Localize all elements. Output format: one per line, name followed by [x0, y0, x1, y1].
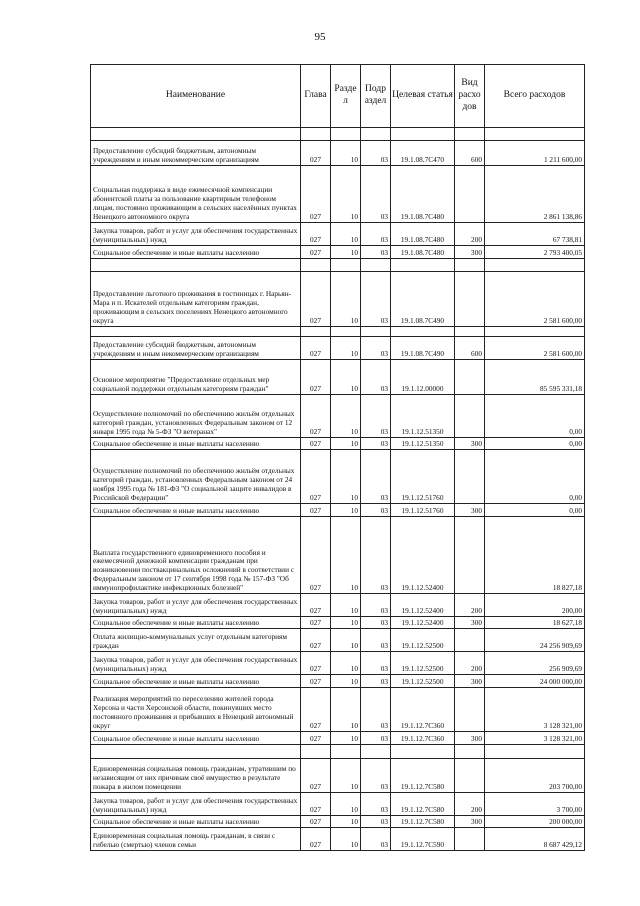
- cell-total: 18 827,18: [485, 517, 585, 594]
- cell-chapter: 027: [301, 759, 331, 793]
- cell-total: 24 000 000,00: [485, 675, 585, 688]
- cell-total: 3 128 321,00: [485, 688, 585, 732]
- cell-section: 10: [331, 438, 361, 450]
- cell-target: 19.1.12.52500: [391, 652, 455, 675]
- cell-subsection: 03: [361, 652, 391, 675]
- cell-chapter: [301, 745, 331, 759]
- cell-name: Социальное обеспечение и иные выплаты населению: [91, 246, 301, 259]
- cell-subsection: 03: [361, 688, 391, 732]
- cell-total: 3 700,00: [485, 793, 585, 816]
- table-row: [91, 594, 585, 617]
- cell-type: 300: [455, 816, 485, 828]
- cell-subsection: 03: [361, 816, 391, 828]
- cell-total: 2 581 600,00: [485, 337, 585, 360]
- cell-target: 19.1.08.7С490: [391, 337, 455, 360]
- cell-section: 10: [331, 246, 361, 259]
- cell-chapter: 027: [301, 166, 331, 223]
- cell-total: 200,00: [485, 594, 585, 617]
- cell-section: [331, 259, 361, 272]
- cell-subsection: 03: [361, 223, 391, 246]
- header-chapter: Глава: [301, 65, 331, 128]
- cell-name: Оплата жилищно-коммунальных услуг отдельным категориям граждан: [91, 629, 301, 652]
- cell-chapter: 027: [301, 816, 331, 828]
- header-target: Целевая статья: [391, 65, 455, 128]
- table-row: [91, 629, 585, 652]
- cell-total: 2 861 138,86: [485, 166, 585, 223]
- cell-chapter: 027: [301, 629, 331, 652]
- cell-name: Выплата государственного единовременного пособия и ежемесячной денежной компенсации гражданам при возникновении поствакцинальных осложнений в соответствии с Федеральным законом от 17 сентября 1998 года № 157-ФЗ "Об иммунопрофилактике инфекционных болезней": [91, 517, 301, 594]
- cell-subsection: 03: [361, 617, 391, 629]
- cell-section: [331, 745, 361, 759]
- cell-total: 8 687 429,12: [485, 828, 585, 851]
- table-header-row: [91, 65, 585, 128]
- cell-target: 19.1.12.52400: [391, 517, 455, 594]
- cell-chapter: [301, 327, 331, 337]
- cell-name: Социальное обеспечение и иные выплаты населению: [91, 438, 301, 450]
- cell-section: 10: [331, 223, 361, 246]
- cell-type: 300: [455, 438, 485, 450]
- table-row: [91, 732, 585, 745]
- cell-chapter: 027: [301, 828, 331, 851]
- table-row: [91, 360, 585, 395]
- cell-chapter: 027: [301, 504, 331, 517]
- cell-target: [391, 745, 455, 759]
- table-row: [91, 327, 585, 337]
- cell-type: [455, 759, 485, 793]
- page-number: 95: [314, 31, 326, 43]
- cell-subsection: [361, 128, 391, 141]
- cell-target: 19.1.08.7С470: [391, 141, 455, 166]
- cell-name: Социальное обеспечение и иные выплаты населению: [91, 732, 301, 745]
- cell-type: [455, 517, 485, 594]
- cell-type: [455, 450, 485, 504]
- table-row: [91, 246, 585, 259]
- cell-total: 24 256 909,69: [485, 629, 585, 652]
- cell-total: [485, 327, 585, 337]
- cell-chapter: 027: [301, 223, 331, 246]
- cell-section: 10: [331, 688, 361, 732]
- cell-section: 10: [331, 504, 361, 517]
- cell-target: 19.1.12.7С580: [391, 793, 455, 816]
- cell-target: [391, 327, 455, 337]
- cell-total: 18 627,18: [485, 617, 585, 629]
- cell-name: Социальное обеспечение и иные выплаты населению: [91, 504, 301, 517]
- cell-name: Предоставление субсидий бюджетным, автономным учреждениям и иным некоммерческим организациям: [91, 337, 301, 360]
- table-row: [91, 166, 585, 223]
- cell-subsection: 03: [361, 246, 391, 259]
- cell-target: 19.1.12.51760: [391, 450, 455, 504]
- table-row: [91, 450, 585, 504]
- cell-chapter: 027: [301, 732, 331, 745]
- cell-subsection: 03: [361, 395, 391, 438]
- cell-name: Закупка товаров, работ и услуг для обеспечения государственных (муниципальных) нужд: [91, 793, 301, 816]
- cell-subsection: 03: [361, 504, 391, 517]
- table-row: [91, 128, 585, 141]
- cell-target: 19.1.12.52400: [391, 594, 455, 617]
- cell-type: 200: [455, 594, 485, 617]
- cell-total: [485, 745, 585, 759]
- cell-target: 19.1.12.52500: [391, 675, 455, 688]
- cell-name: Закупка товаров, работ и услуг для обеспечения государственных (муниципальных) нужд: [91, 652, 301, 675]
- cell-type: [455, 360, 485, 395]
- cell-section: 10: [331, 594, 361, 617]
- cell-name: Осуществление полномочий по обеспечению жильём отдельных категорий граждан, установленных Федеральным законом от 24 ноября 1995 года № 181-ФЗ "О социальной защите инвалидов в Российской Федерации": [91, 450, 301, 504]
- cell-type: [455, 629, 485, 652]
- cell-subsection: 03: [361, 337, 391, 360]
- cell-type: 600: [455, 141, 485, 166]
- table-row: [91, 652, 585, 675]
- cell-type: [455, 688, 485, 732]
- cell-name: Социальная поддержка в виде ежемесячной компенсации абонентской платы за пользование квартирным телефоном лицам, постоянно проживающим в сельских населённых пунктах Ненецкого автономного округа: [91, 166, 301, 223]
- cell-chapter: 027: [301, 141, 331, 166]
- table-row: [91, 759, 585, 793]
- table-row: [91, 438, 585, 450]
- table-row: [91, 141, 585, 166]
- cell-target: 19.1.12.51350: [391, 395, 455, 438]
- cell-type: [455, 259, 485, 272]
- cell-type: 300: [455, 732, 485, 745]
- cell-name: Предоставление субсидий бюджетным, автономным учреждениям и иным некоммерческим организациям: [91, 141, 301, 166]
- cell-name: Единовременная социальная помощь гражданам, в связи с гибелью (смертью) членов семьи: [91, 828, 301, 851]
- cell-section: [331, 327, 361, 337]
- cell-section: 10: [331, 617, 361, 629]
- cell-section: 10: [331, 652, 361, 675]
- cell-section: 10: [331, 337, 361, 360]
- cell-name: Основное мероприятие "Предоставление отдельных мер социальной поддержки отдельным категориям граждан": [91, 360, 301, 395]
- cell-section: 10: [331, 272, 361, 327]
- cell-name: [91, 259, 301, 272]
- cell-target: 19.1.08.7С480: [391, 223, 455, 246]
- cell-chapter: 027: [301, 594, 331, 617]
- cell-total: 67 738,81: [485, 223, 585, 246]
- cell-total: 2 793 400,05: [485, 246, 585, 259]
- cell-total: 2 581 600,00: [485, 272, 585, 327]
- cell-total: 0,00: [485, 438, 585, 450]
- cell-target: 19.1.12.51350: [391, 438, 455, 450]
- cell-total: 85 595 331,18: [485, 360, 585, 395]
- cell-name: Социальное обеспечение и иные выплаты населению: [91, 816, 301, 828]
- cell-section: 10: [331, 816, 361, 828]
- table-row: [91, 675, 585, 688]
- cell-subsection: 03: [361, 828, 391, 851]
- table-row: [91, 517, 585, 594]
- cell-section: 10: [331, 675, 361, 688]
- cell-subsection: 03: [361, 272, 391, 327]
- cell-name: [91, 327, 301, 337]
- cell-name: Закупка товаров, работ и услуг для обеспечения государственных (муниципальных) нужд: [91, 223, 301, 246]
- cell-type: 600: [455, 337, 485, 360]
- cell-target: [391, 128, 455, 141]
- table-row: [91, 793, 585, 816]
- cell-name: Осуществление полномочий по обеспечению жильём отдельных категорий граждан, установленных Федеральным законом от 12 января 1995 года № 5-ФЗ "О ветеранах": [91, 395, 301, 438]
- table-row: [91, 272, 585, 327]
- cell-section: 10: [331, 360, 361, 395]
- cell-chapter: 027: [301, 272, 331, 327]
- cell-type: [455, 327, 485, 337]
- cell-section: 10: [331, 629, 361, 652]
- budget-table: [90, 64, 585, 851]
- cell-chapter: 027: [301, 395, 331, 438]
- table-row: [91, 337, 585, 360]
- cell-type: 300: [455, 675, 485, 688]
- table-row: [91, 617, 585, 629]
- cell-total: 0,00: [485, 450, 585, 504]
- cell-chapter: [301, 128, 331, 141]
- cell-section: 10: [331, 395, 361, 438]
- header-section: Разде л: [331, 65, 361, 128]
- header-subsection: Подр аздел: [361, 65, 391, 128]
- cell-total: 256 909,69: [485, 652, 585, 675]
- cell-chapter: 027: [301, 337, 331, 360]
- cell-chapter: [301, 259, 331, 272]
- cell-type: 300: [455, 617, 485, 629]
- table-row: [91, 816, 585, 828]
- cell-name: Реализация мероприятий по переселению жителей города Херсона и части Херсонской области, покинувших место постоянного проживания и прибывших в Ненецкий автономный округ: [91, 688, 301, 732]
- cell-chapter: 027: [301, 246, 331, 259]
- cell-target: 19.1.12.00000: [391, 360, 455, 395]
- cell-type: 300: [455, 246, 485, 259]
- header-name: Наименование: [91, 65, 301, 128]
- table-body: [91, 128, 585, 851]
- table-row: [91, 688, 585, 732]
- table-row: [91, 828, 585, 851]
- cell-section: 10: [331, 732, 361, 745]
- cell-subsection: 03: [361, 438, 391, 450]
- cell-chapter: 027: [301, 793, 331, 816]
- cell-chapter: 027: [301, 617, 331, 629]
- cell-total: 3 128 321,00: [485, 732, 585, 745]
- cell-subsection: 03: [361, 166, 391, 223]
- cell-total: 1 211 600,00: [485, 141, 585, 166]
- cell-total: 0,00: [485, 395, 585, 438]
- cell-chapter: 027: [301, 675, 331, 688]
- cell-name: [91, 745, 301, 759]
- cell-target: 19.1.12.52500: [391, 629, 455, 652]
- cell-subsection: 03: [361, 629, 391, 652]
- cell-subsection: 03: [361, 360, 391, 395]
- cell-type: [455, 395, 485, 438]
- cell-section: 10: [331, 517, 361, 594]
- cell-total: 203 700,00: [485, 759, 585, 793]
- table-row: [91, 745, 585, 759]
- cell-target: 19.1.08.7С480: [391, 246, 455, 259]
- cell-chapter: 027: [301, 450, 331, 504]
- cell-target: 19.1.12.7С580: [391, 816, 455, 828]
- cell-target: 19.1.12.52400: [391, 617, 455, 629]
- cell-name: [91, 128, 301, 141]
- table-row: [91, 504, 585, 517]
- cell-total: 200 000,00: [485, 816, 585, 828]
- cell-type: [455, 828, 485, 851]
- cell-name: Социальное обеспечение и иные выплаты населению: [91, 617, 301, 629]
- cell-subsection: 03: [361, 517, 391, 594]
- cell-chapter: 027: [301, 517, 331, 594]
- cell-type: 300: [455, 504, 485, 517]
- cell-total: 0,00: [485, 504, 585, 517]
- cell-section: 10: [331, 141, 361, 166]
- cell-chapter: 027: [301, 360, 331, 395]
- cell-section: 10: [331, 450, 361, 504]
- cell-type: [455, 745, 485, 759]
- cell-target: [391, 259, 455, 272]
- cell-total: [485, 128, 585, 141]
- table-row: [91, 395, 585, 438]
- cell-target: 19.1.12.7С360: [391, 732, 455, 745]
- cell-target: 19.1.12.7С360: [391, 688, 455, 732]
- header-type: Вид расхо дов: [455, 65, 485, 128]
- cell-subsection: 03: [361, 594, 391, 617]
- cell-type: 200: [455, 223, 485, 246]
- table-row: [91, 259, 585, 272]
- cell-subsection: 03: [361, 450, 391, 504]
- cell-section: 10: [331, 759, 361, 793]
- cell-subsection: 03: [361, 732, 391, 745]
- cell-target: 19.1.12.7С580: [391, 759, 455, 793]
- cell-section: 10: [331, 793, 361, 816]
- cell-name: Закупка товаров, работ и услуг для обеспечения государственных (муниципальных) нужд: [91, 594, 301, 617]
- cell-name: Предоставление льготного проживания в гостиницах г. Нарьян-Мара и п. Искателей отдельным категориям граждан, проживающим в сельских поселениях Ненецкого автономного округа: [91, 272, 301, 327]
- cell-name: Единовременная социальная помощь гражданам, утратившим по независящим от них причинам своё имущество в результате пожара в жилом помещении: [91, 759, 301, 793]
- cell-type: [455, 166, 485, 223]
- cell-subsection: 03: [361, 759, 391, 793]
- cell-type: [455, 272, 485, 327]
- cell-type: 200: [455, 793, 485, 816]
- cell-target: 19.1.08.7С490: [391, 272, 455, 327]
- cell-chapter: 027: [301, 652, 331, 675]
- cell-type: [455, 128, 485, 141]
- table-row: [91, 223, 585, 246]
- cell-target: 19.1.08.7С480: [391, 166, 455, 223]
- cell-subsection: [361, 259, 391, 272]
- cell-chapter: 027: [301, 688, 331, 732]
- cell-section: 10: [331, 166, 361, 223]
- cell-total: [485, 259, 585, 272]
- cell-section: 10: [331, 828, 361, 851]
- cell-section: [331, 128, 361, 141]
- cell-subsection: 03: [361, 675, 391, 688]
- cell-subsection: [361, 327, 391, 337]
- cell-chapter: 027: [301, 438, 331, 450]
- cell-subsection: 03: [361, 793, 391, 816]
- cell-name: Социальное обеспечение и иные выплаты населению: [91, 675, 301, 688]
- header-total: Всего расходов: [485, 65, 585, 128]
- cell-type: 200: [455, 652, 485, 675]
- cell-subsection: [361, 745, 391, 759]
- cell-target: 19.1.12.7С590: [391, 828, 455, 851]
- cell-subsection: 03: [361, 141, 391, 166]
- cell-target: 19.1.12.51760: [391, 504, 455, 517]
